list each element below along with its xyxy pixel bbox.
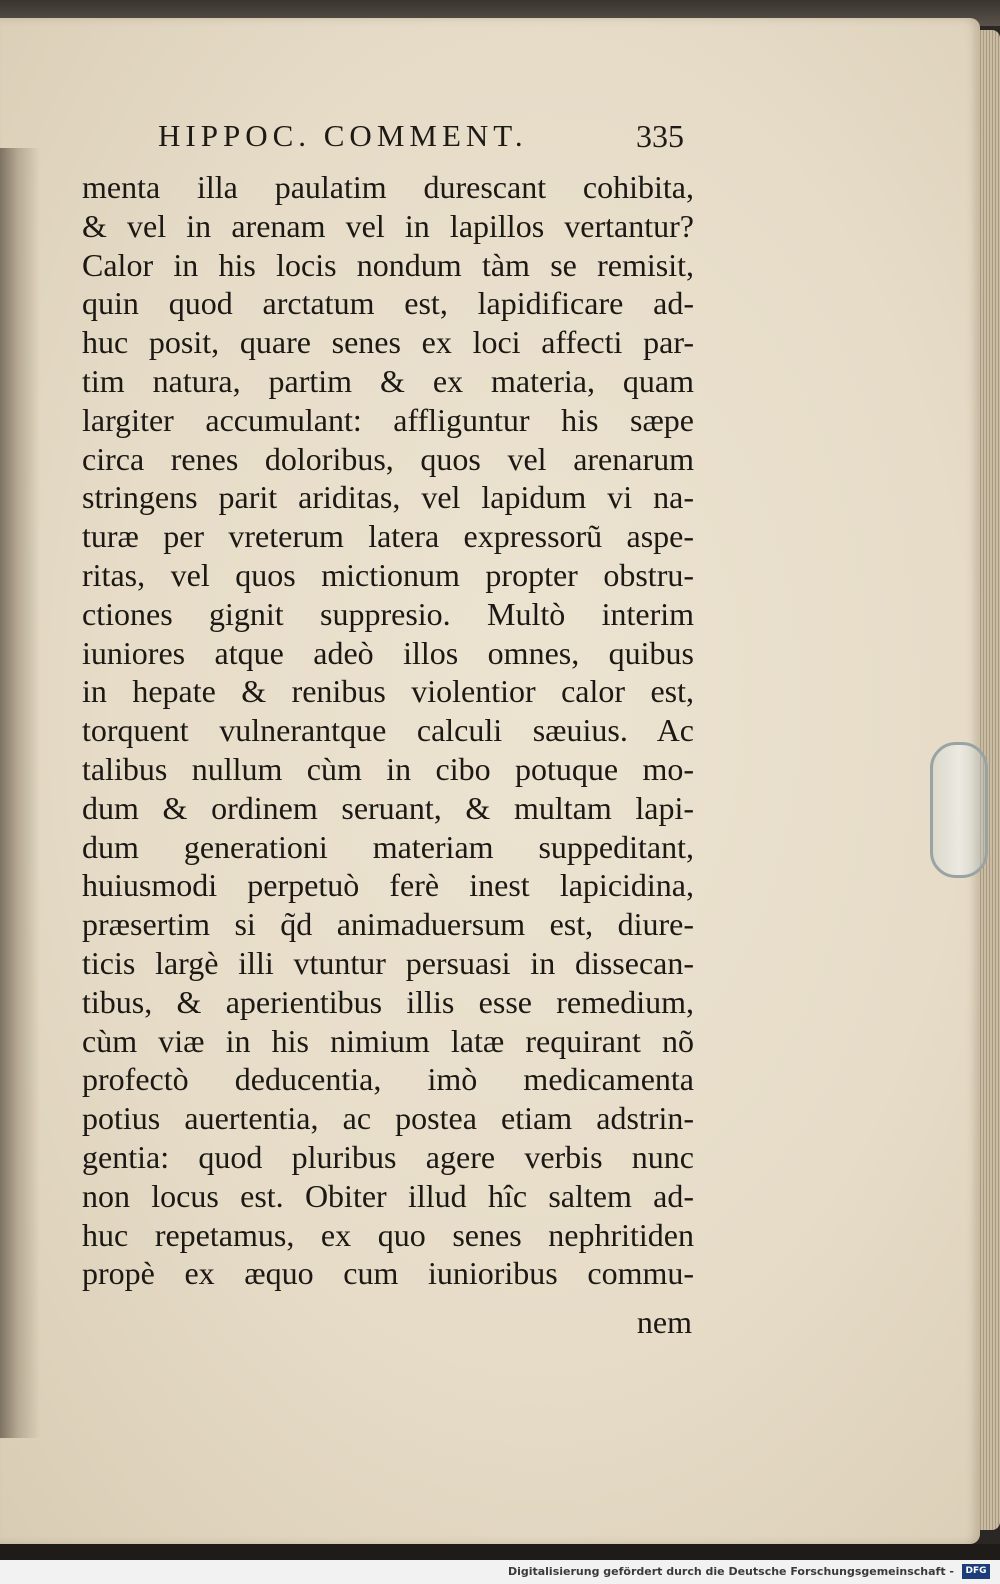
text-line: quin quod arctatum est, lapidificare ad-	[82, 285, 694, 322]
text-line: dum generationi materiam suppeditant,	[82, 828, 694, 865]
text-line: & vel in arenam vel in lapillos vertantur?	[82, 207, 694, 244]
text-line: huiusmodi perpetuò ferè inest lapicidina,	[82, 867, 694, 904]
text-line: potius auertentia, ac postea etiam adstrin-	[82, 1100, 694, 1137]
text-line: talibus nullum cùm in cibo potuque mo-	[82, 750, 694, 787]
text-line: ritas, vel quos mictionum propter obstru-	[82, 556, 694, 593]
text-line: tibus, & aperientibus illis esse remedium,	[82, 983, 694, 1020]
book-bottom-edge	[0, 1544, 1000, 1560]
digitization-footer	[0, 1560, 1000, 1584]
page-number: 335	[636, 118, 684, 154]
funding-credit: Digitalisierung gefördert durch die Deutsche Forschungsgemeinschaft -	[507, 1565, 954, 1578]
running-head: HIPPOC. COMMENT.	[158, 118, 528, 153]
text-line: torquent vulnerantque calculi sæuius. Ac	[82, 712, 694, 749]
text-line: profectò deducentia, imò medicamenta	[82, 1061, 694, 1098]
dfg-logo-icon: DFG	[962, 1564, 990, 1579]
page-clip	[930, 742, 988, 878]
text-line: circa renes doloribus, quos vel arenarum	[82, 440, 694, 477]
text-line: Calor in his locis nondum tàm se remisit,	[82, 246, 694, 283]
text-line: turæ per vreterum latera expressorũ aspe-	[82, 518, 694, 555]
book-page	[0, 18, 980, 1544]
facing-page-gutter	[0, 148, 40, 1438]
text-line: stringens parit ariditas, vel lapidum vi na-	[82, 479, 694, 516]
text-line: propè ex æquo cum iunioribus commu-	[82, 1255, 694, 1292]
text-line: cùm viæ in his nimium latæ requirant nõ	[82, 1022, 694, 1059]
text-line: huc posit, quare senes ex loci affecti par-	[82, 324, 694, 361]
text-line: in hepate & renibus violentior calor est,	[82, 673, 694, 710]
text-line: ctiones gignit suppresio. Multò interim	[82, 595, 694, 632]
body-text	[82, 168, 694, 1293]
text-line: tim natura, partim & ex materia, quam	[82, 362, 694, 399]
text-line: præsertim si q̃d animaduersum est, diure-	[82, 906, 694, 943]
text-line: dum & ordinem seruant, & multam lapi-	[82, 789, 694, 826]
text-line: ticis largè illi vtuntur persuasi in dissecan-	[82, 944, 694, 981]
catchword: nem	[636, 1304, 692, 1340]
text-line: non locus est. Obiter illud hîc saltem ad-	[82, 1177, 694, 1214]
text-line: iuniores atque adeò illos omnes, quibus	[82, 634, 694, 671]
text-line: largiter accumulant: affliguntur his sæpe	[82, 401, 694, 438]
text-line: gentia: quod pluribus agere verbis nunc	[82, 1138, 694, 1175]
text-line: huc repetamus, ex quo senes nephritiden	[82, 1216, 694, 1253]
text-line: menta illa paulatim durescant cohibita,	[82, 169, 694, 205]
